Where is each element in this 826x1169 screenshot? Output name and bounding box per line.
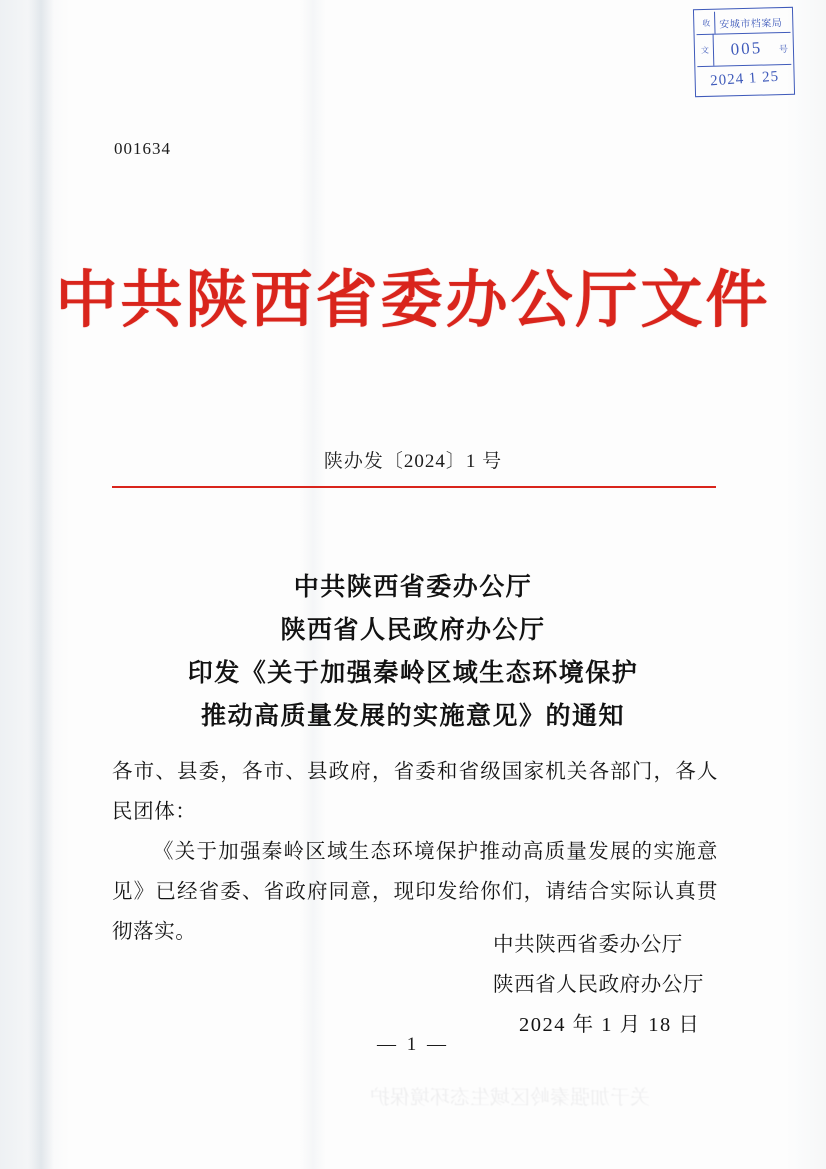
stamp-number-suffix: 号 xyxy=(778,43,789,54)
document-body xyxy=(112,752,718,952)
title-line: 陕西省人民政府办公厅 xyxy=(280,617,546,644)
title-line: 推动高质量发展的实施意见》的通知 xyxy=(200,703,625,730)
signature-date: 2024 年 1 月 18 日 xyxy=(519,1014,701,1036)
registration-stamp xyxy=(693,7,795,97)
red-divider-rule xyxy=(112,486,716,488)
body-paragraph: 《关于加强秦岭区域生态环境保护推动高质量发展的实施意见》已经省委、省政府同意，现印发给你们，请结合实际认真贯彻落实。 xyxy=(112,841,718,943)
document-title xyxy=(0,566,826,738)
signature-line: 陕西省人民政府办公厅 xyxy=(493,974,704,996)
stamp-header-value: 安城市档案局 xyxy=(719,17,783,31)
addressee-line: 各市、县委，各市、县政府，省委和省级国家机关各部门，各人民团体： xyxy=(112,761,718,823)
page-number: — 1 — xyxy=(377,1034,449,1055)
document-masthead: 中共陕西省委办公厅文件 xyxy=(55,267,771,335)
paper-showthrough-text: 关于加强秦岭区域生态环境保护 xyxy=(370,1087,650,1109)
stamp-number-value: 005 xyxy=(730,38,763,59)
title-line: 中共陕西省委办公厅 xyxy=(293,574,533,601)
stamp-number-row xyxy=(697,32,792,67)
title-line: 印发《关于加强秦岭区域生态环境保护 xyxy=(187,660,639,687)
document-signature xyxy=(493,925,704,1045)
stamp-header-label: 收 xyxy=(696,12,716,34)
document-issue-number: 陕办发〔2024〕1 号 xyxy=(323,451,503,472)
stamp-date-value: 2024 1 25 xyxy=(709,68,780,89)
stamp-number-label: 文 xyxy=(697,34,715,66)
document-serial-number: 001634 xyxy=(114,139,171,158)
signature-line: 中共陕西省委办公厅 xyxy=(493,934,683,956)
